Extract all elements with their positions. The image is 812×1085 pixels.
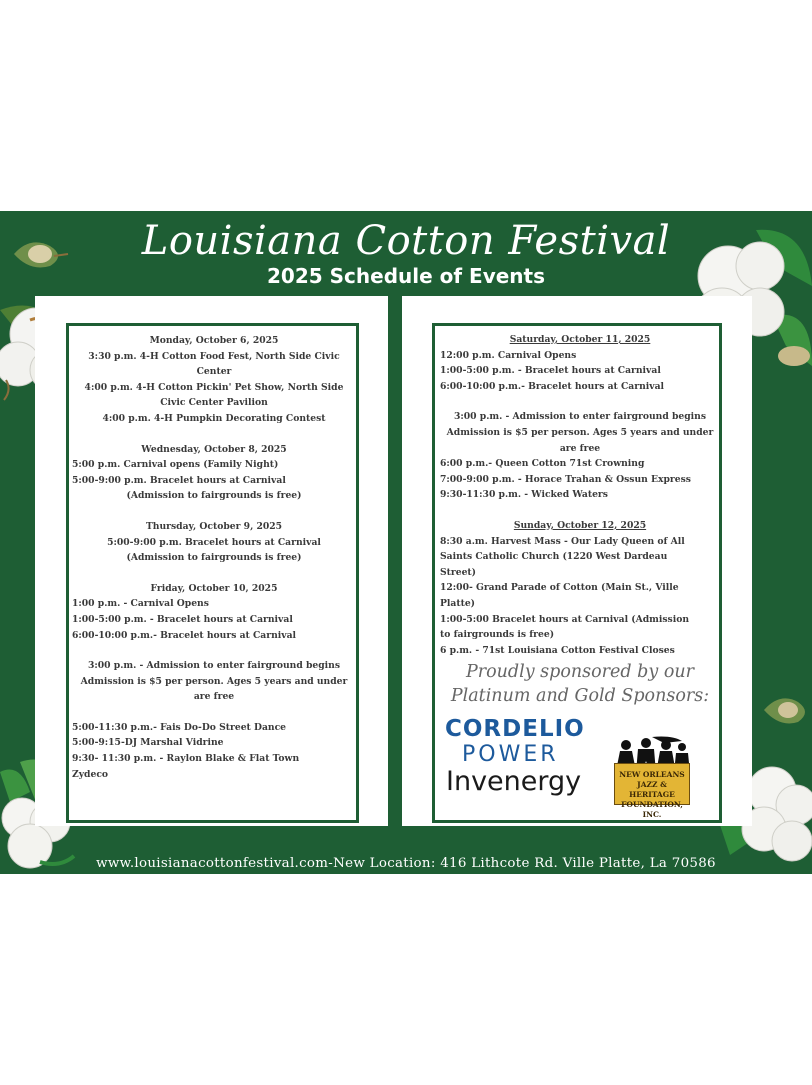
event-line: to fairgrounds is free) bbox=[440, 629, 555, 641]
event-line: Center bbox=[196, 366, 232, 378]
jazz-line: FOUNDATION, INC. bbox=[621, 800, 683, 819]
footer-website-location: www.louisianacottonfestival.com-New Location: 416 Lithcote Rd. Ville Platte, La 70586 bbox=[96, 856, 716, 871]
event-line: Saints Catholic Church (1220 West Dardeau bbox=[440, 551, 668, 563]
event-line: 6 p.m. - 71st Louisiana Cotton Festival Closes bbox=[440, 644, 675, 656]
event-line: 5:00-11:30 p.m.- Fais Do-Do Street Dance bbox=[72, 721, 287, 733]
festival-title: Louisiana Cotton Festival bbox=[141, 218, 671, 264]
cordelio-power-logo: POWER bbox=[462, 742, 559, 767]
day-heading: Friday, October 10, 2025 bbox=[150, 582, 278, 594]
jazz-line: NEW ORLEANS bbox=[619, 770, 685, 779]
event-line: Street) bbox=[440, 566, 477, 578]
sponsor-heading bbox=[440, 660, 720, 708]
event-line: 8:30 a.m. Harvest Mass - Our Lady Queen of All bbox=[440, 535, 685, 547]
event-line: 7:00-9:00 p.m. - Horace Trahan & Ossun Express bbox=[440, 473, 691, 485]
event-line: 12:00- Grand Parade of Cotton (Main St., Ville bbox=[440, 582, 679, 594]
event-line: 4:00 p.m. 4-H Pumpkin Decorating Contest bbox=[102, 412, 326, 424]
jazz-line: JAZZ & HERITAGE bbox=[629, 780, 675, 799]
event-line: 9:30-11:30 p.m. - Wicked Waters bbox=[440, 489, 608, 501]
event-line: 12:00 p.m. Carnival Opens bbox=[440, 349, 577, 361]
right-schedule bbox=[440, 332, 720, 658]
day-heading: Thursday, October 9, 2025 bbox=[145, 520, 283, 532]
sponsor-heading-line1: Proudly sponsored by our bbox=[465, 662, 694, 682]
event-line: 1:00-5:00 Bracelet hours at Carnival (Admission bbox=[440, 613, 690, 625]
schedule-subtitle: 2025 Schedule of Events bbox=[267, 264, 545, 288]
event-line: 1:00-5:00 p.m. - Bracelet hours at Carnival bbox=[72, 613, 293, 625]
cotton-bud-icon bbox=[762, 690, 812, 728]
jazz-foundation-logo bbox=[614, 763, 690, 819]
event-line: 6:00-10:00 p.m.- Bracelet hours at Carnival bbox=[72, 629, 297, 641]
event-line: Platte) bbox=[440, 597, 476, 609]
event-line: 1:00-5:00 p.m. - Bracelet hours at Carnival bbox=[440, 365, 661, 377]
left-schedule bbox=[72, 333, 356, 782]
admission-note: 3:00 p.m. - Admission to enter fairground begins Admission is $5 per person. Ages 5 years and under are free bbox=[446, 411, 714, 454]
invenergy-logo: Invenergy bbox=[446, 766, 582, 797]
day-heading: Monday, October 6, 2025 bbox=[149, 335, 279, 346]
event-line: 6:00 p.m.- Queen Cotton 71st Crowning bbox=[440, 458, 645, 470]
event-line: Zydeco bbox=[72, 768, 109, 780]
event-line: 5:00-9:00 p.m. Bracelet hours at Carnival bbox=[107, 536, 321, 548]
day-heading: Wednesday, October 8, 2025 bbox=[141, 443, 287, 455]
event-line: (Admission to fairgrounds is free) bbox=[126, 552, 302, 564]
day-heading: Sunday, October 12, 2025 bbox=[513, 519, 647, 531]
event-line: 5:00 p.m. Carnival opens (Family Night) bbox=[72, 459, 279, 471]
event-line: 5:00-9:00 p.m. Bracelet hours at Carnival bbox=[72, 474, 286, 486]
cordelio-logo: CORDELIO bbox=[445, 716, 585, 742]
sponsor-heading-line2: Platinum and Gold Sponsors: bbox=[450, 686, 710, 706]
event-line: (Admission to fairgrounds is free) bbox=[126, 490, 302, 502]
event-line: 4:00 p.m. 4-H Cotton Pickin' Pet Show, North Side bbox=[84, 381, 344, 393]
event-line: 1:00 p.m. - Carnival Opens bbox=[72, 598, 209, 610]
event-line: 6:00-10:00 p.m.- Bracelet hours at Carnival bbox=[440, 380, 665, 392]
event-line: 3:30 p.m. 4-H Cotton Food Fest, North Side Civic bbox=[88, 350, 340, 362]
event-line: 5:00-9:15-DJ Marshal Vidrine bbox=[72, 737, 224, 749]
day-heading: Saturday, October 11, 2025 bbox=[509, 334, 651, 345]
event-line: 9:30- 11:30 p.m. - Raylon Blake & Flat Town bbox=[72, 753, 300, 765]
event-line: Civic Center Pavilion bbox=[160, 397, 268, 409]
admission-note: 3:00 p.m. - Admission to enter fairground begins Admission is $5 per person. Ages 5 years and under are free bbox=[80, 660, 348, 703]
